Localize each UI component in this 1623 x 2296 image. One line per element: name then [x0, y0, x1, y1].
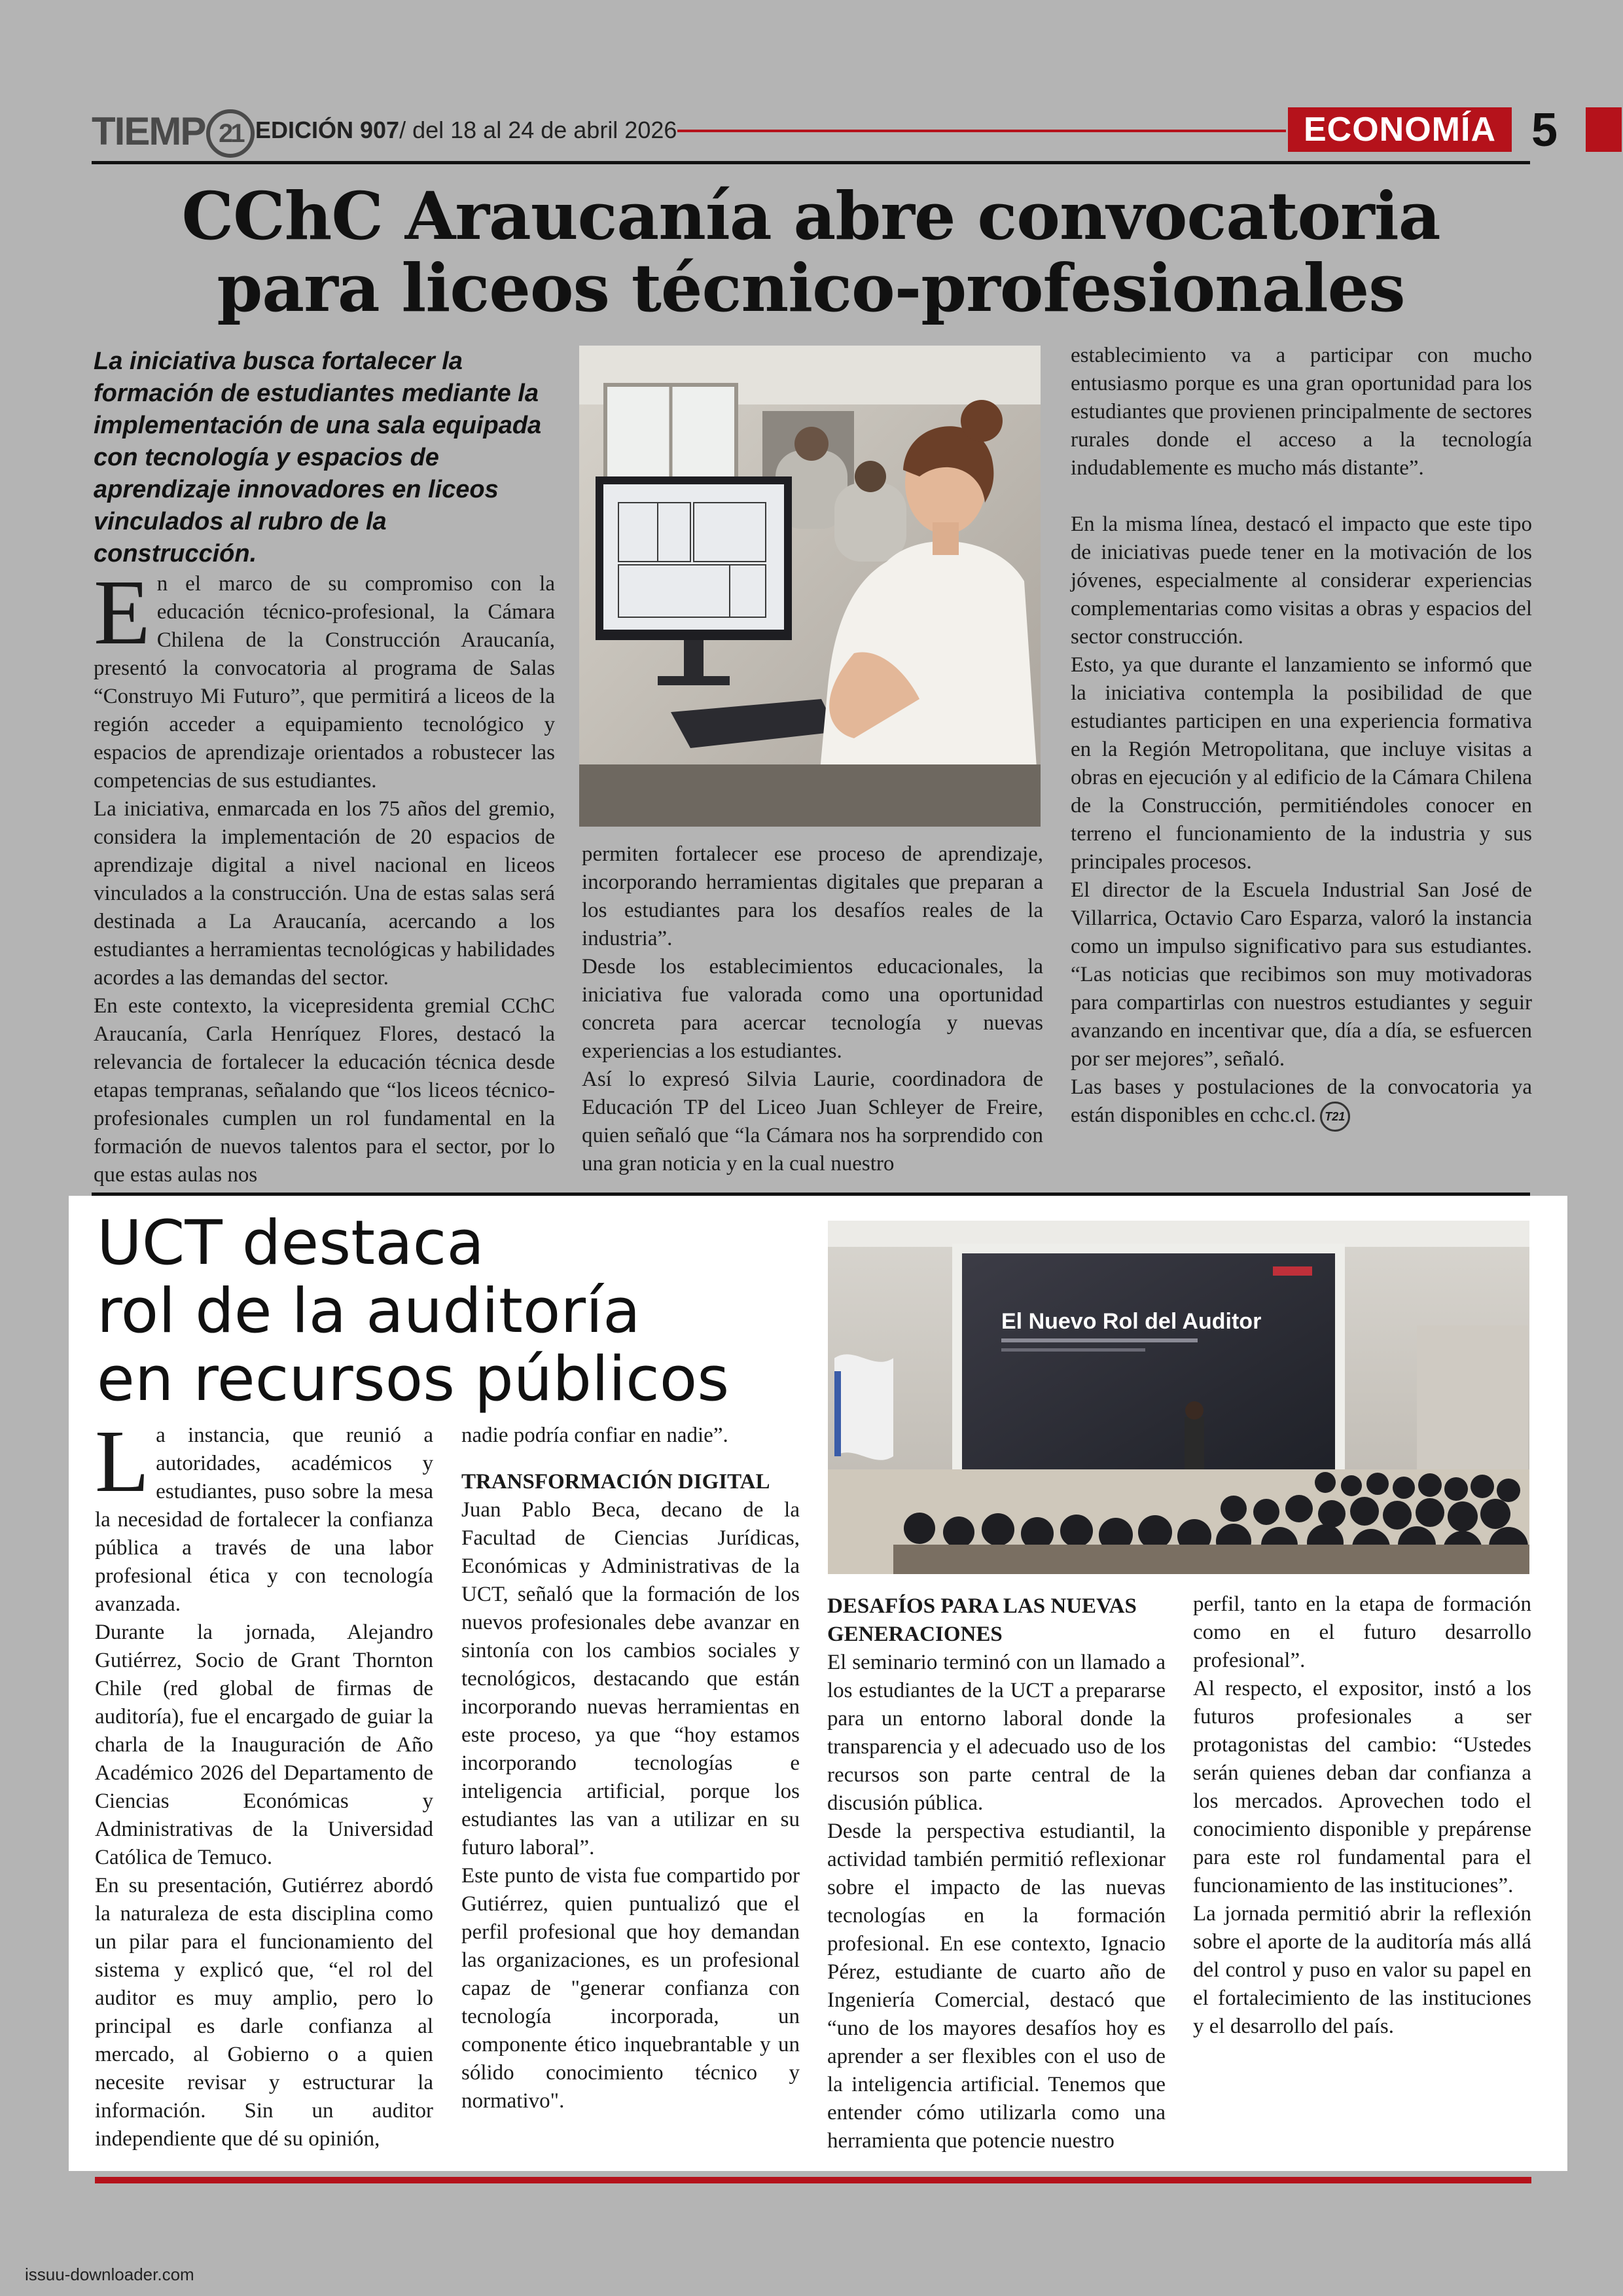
dropcap: E: [94, 560, 151, 664]
publication-logo: TIEMP 21: [92, 109, 255, 158]
article2-paragraph: El seminario terminó con un llamado a los estudiantes de la UCT a prepararse para un entorno laboral donde la transparencia y el adecuado uso de los recursos son parte central de la discusión pública.: [827, 1651, 1166, 1815]
article1-column-2: [582, 840, 1043, 1178]
dropcap: L: [95, 1412, 150, 1511]
article1-lead: La iniciativa busca fortalecer la formación de estudiantes mediante la implementación de una sala equipada con tecnología y espacios de aprendizaje innovadores en liceos vinculados al rubro de la construcción.: [94, 348, 542, 567]
article1-column-3: [1071, 342, 1532, 1132]
article2-paragraph: Este punto de vista fue compartido por Gutiérrez, quien puntualizó que el perfil profesional que hoy demandan las organizaciones, es un profesional capaz de "generar confianza con tecnología incorporada, un componente ético inquebrantable y un sólido conocimiento técnico y normativo".: [461, 1864, 800, 2113]
end-mark-icon: T21: [1320, 1102, 1350, 1132]
article1-paragraph: El director de la Escuela Industrial San José de Villarrica, Octavio Caro Esparza, valoró la instancia como un impulso significativo para sus estudiantes. “Las noticias que recibimos son muy motivadoras para compartirlas con nuestros estudiantes y seguir avanzando en incentivar que, día a día, se esfuercen por ser mejores”, señaló.: [1071, 878, 1532, 1071]
article2-column-2: [461, 1422, 800, 2115]
edition-dates: / del 18 al 24 de abril 2026: [399, 117, 677, 143]
article1-paragraph: Esto, ya que durante el lanzamiento se informó que la iniciativa contempla la posibilidad de que estudiantes participen en una experiencia formativa en la Región Metropolitana, que incluye visitas a obras en ejecución y al edificio de la Cámara Chilena de la Construcción, permitiéndoles conocer en terreno el funcionamiento de la industria y sus principales procesos.: [1071, 653, 1532, 874]
edition-label: EDICIÓN 907: [255, 117, 400, 143]
section-tag: ECONOMÍA: [1288, 107, 1512, 152]
article2-paragraph: Al respecto, el expositor, instó a los futuros profesionales a ser protagonistas del cambio: “Ustedes serán quienes deban dar confianza a los mercados. Aprovechen todo el conocimiento disponible y prepárense para este rol fundamental para el funcionamiento de las instituciones”.: [1193, 1677, 1531, 1897]
article1-photo: [579, 346, 1041, 827]
article1-paragraph: establecimiento va a participar con mucho entusiasmo porque es una gran oportunidad para los estudiantes que provienen principalmente de sectores rurales donde el acceso a la tecnología indudablemente es mucho más distante”.: [1071, 344, 1532, 480]
page-number: 5: [1531, 104, 1558, 156]
article-divider: [92, 1193, 1530, 1196]
header-rule: [677, 130, 1286, 132]
article1-paragraph: Así lo expresó Silvia Laurie, coordinadora de Educación TP del Liceo Juan Schleyer de Freire, quien señaló que “la Cámara nos ha sorprendido con una gran noticia y en la cual nuestro: [582, 1067, 1043, 1175]
download-credit: issuu-downloader.com: [25, 2265, 194, 2284]
masthead: [92, 103, 1558, 162]
article2-column-1: [95, 1412, 433, 2153]
article2-paragraph: La jornada permitió abrir la reflexión sobre el aporte de la auditoría más allá del control y puso en valor su papel en el fortalecimiento de las instituciones y el desarrollo del país.: [1193, 1902, 1531, 2038]
slide-title: El Nuevo Rol del Auditor: [1001, 1309, 1262, 1334]
article1-column-1: [94, 346, 555, 1189]
logo-badge: 21: [206, 109, 255, 158]
page-marker: [1586, 107, 1622, 152]
article1-paragraph: En la misma línea, destacó el impacto que este tipo de iniciativas puede tener en la motivación de los jóvenes, especialmente al considerar experiencias complementarias como visitas a obras y espacios del sector construcción.: [1071, 512, 1532, 649]
article2-photo: [828, 1221, 1529, 1574]
article2-paragraph: perfil, tanto en la etapa de formación como en el futuro desarrollo profesional”.: [1193, 1592, 1531, 1672]
page-bottom-rule: [95, 2177, 1531, 2183]
article2-paragraph: Juan Pablo Beca, decano de la Facultad de Ciencias Jurídicas, Económicas y Administrativas de la UCT, señaló que la formación de los nuevos profesionales debe avanzar en sintonía con los cambios sociales y tecnológicos, destacando que están incorporando nuevas herramientas en este proceso, ya que “hoy estamos incorporando tecnologías e inteligencia artificial, porque los estudiantes las van a utilizar en su futuro laboral”.: [461, 1498, 800, 1859]
auditorium-photo: [828, 1221, 1529, 1574]
article2-column-3: [827, 1592, 1166, 2155]
article2-column-4: [1193, 1590, 1531, 2041]
article1-paragraph: permiten fortalecer ese proceso de aprendizaje, incorporando herramientas digitales que preparan a los estudiantes para los desafíos reales de la industria”.: [582, 842, 1043, 950]
masthead-rule: [92, 161, 1530, 164]
article2-headline: UCT destaca rol de la auditoría en recursos públicos: [97, 1208, 730, 1415]
article1-headline: CChC Araucanía abre convocatoria para liceos técnico-profesionales: [181, 177, 1440, 327]
article2-subhead: DESAFÍOS PARA LAS NUEVAS GENERACIONES: [827, 1594, 1137, 1646]
article2-subhead: TRANSFORMACIÓN DIGITAL: [461, 1470, 770, 1494]
article1-paragraph: Las bases y postulaciones de la convocatoria ya están disponibles en cchc.cl. T21: [1071, 1073, 1532, 1132]
article2-paragraph: nadie podría confiar en nadie”.: [461, 1424, 728, 1447]
classroom-photo: [579, 346, 1041, 827]
article2-paragraph: En su presentación, Gutiérrez abordó la naturaleza de esta disciplina como un pilar para el funcionamiento del sistema y explicó que, “el rol del auditor es muy amplio, pero lo principal es darle confianza al mercado, al Gobierno o a quien necesite revisar y estructurar la información. Sin un auditor independiente que dé su opinión,: [95, 1874, 433, 2151]
article1-paragraph: En el marco de su compromiso con la educación técnico-profesional, la Cámara Chilena de la Construcción Araucanía, presentó la convocatoria al programa de Salas “Construyo Mi Futuro”, que permitirá a liceos de la región acceder a equipamiento tecnológico y espacios de aprendizaje orientados a robustecer las competencias de sus estudiantes.: [94, 560, 555, 793]
article1-paragraph: La iniciativa, enmarcada en los 75 años del gremio, considera la implementación de 20 espacios de aprendizaje digital a nivel nacional en liceos vinculados a la construcción. Una de estas salas será destinada a La Araucanía, acercando a los estudiantes a herramientas tecnológicas y habilidades acordes a las demandas del sector.: [94, 797, 555, 990]
edition-info: [255, 117, 677, 144]
article1-paragraph: Desde los establecimientos educacionales, la iniciativa fue valorada como una oportunidad concreta para acercar tecnología y nuevas experiencias a los estudiantes.: [582, 955, 1043, 1063]
article2-paragraph: Desde la perspectiva estudiantil, la actividad también permitió reflexionar sobre el impacto de las nuevas tecnologías en la formación profesional. En ese contexto, Ignacio Pérez, estudiante de cuarto año de Ingeniería Comercial, destacó que “uno de los mayores desafíos hoy es aprender a ser flexibles con el uso de la inteligencia artificial. Tenemos que entender cómo utilizarla como una herramienta que potencie nuestro: [827, 1820, 1166, 2153]
article2-paragraph: La instancia, que reunió a autoridades, académicos y estudiantes, puso sobre la mesa la necesidad de fortalecer la confianza pública a través de una labor profesional ética y con tecnología avanzada.: [95, 1412, 433, 1616]
article1-paragraph: En este contexto, la vicepresidenta gremial CChC Araucanía, Carla Henríquez Flores, destacó la relevancia de fortalecer la educación técnica desde etapas tempranas, señalando que “los liceos técnico-profesionales cumplen un rol fundamental en la formación de nuevos talentos para el sector, por lo que estas aulas nos: [94, 994, 555, 1187]
article2-paragraph: Durante la jornada, Alejandro Gutiérrez, Socio de Grant Thornton Chile (red global de firmas de auditoría), fue el encargado de guiar la charla de la Inauguración de Año Académico 2026 del Departamento de Ciencias Económicas y Administrativas de la Universidad Católica de Temuco.: [95, 1621, 433, 1869]
